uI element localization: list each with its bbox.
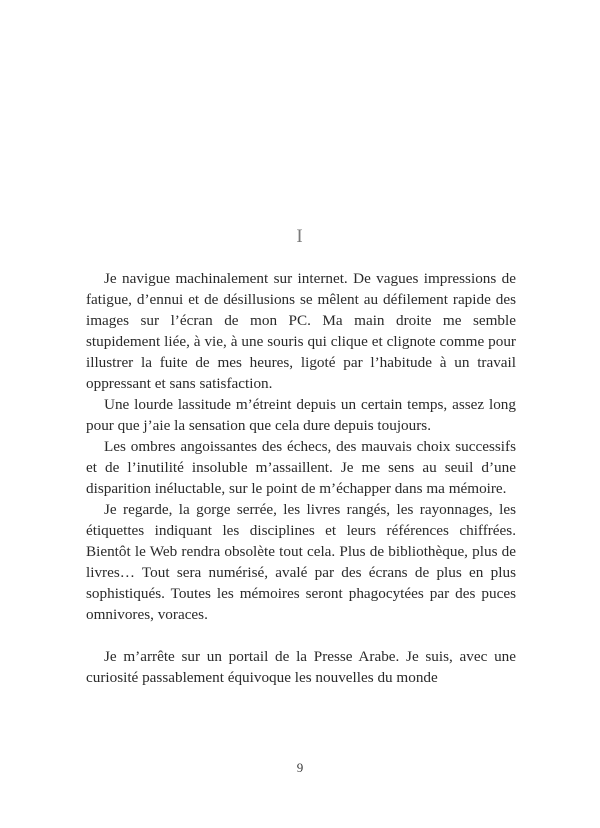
paragraph: Je regarde, la gorge serrée, les livres rangés, les rayonnages, les étiquettes indiquant les disciplines et leurs références chiffrées. Bientôt le Web rendra obsolète tout cela. Plus de bibliothèque, plus de livres… Tout sera numérisé, avalé par des écrans de plus en plus sophistiqués. Toutes les mémoires seront phagocytées par des puces omnivores, voraces. xyxy=(86,501,516,623)
page-number: 9 xyxy=(296,760,304,775)
paragraph: Les ombres angoissantes des échecs, des mauvais choix successifs et de l’inutilité insoluble m’assaillent. Je me sens au seuil d’une disparition inéluctable, sur le point de m’échapper dans ma mémoire. xyxy=(86,438,516,497)
chapter-number: I xyxy=(296,226,304,247)
paragraph: Je navigue machinalement sur internet. De vagues impressions de fatigue, d’ennui et de désillusions se mêlent au défilement rapide des images sur l’écran de mon PC. Ma main droite me semble stupidement liée, à vie, à une souris qui clique et clignote comme pour illustrer la fuite de mes heures, ligoté par l’habitude à un travail oppressant et sans satisfaction. xyxy=(86,270,516,392)
paragraph: Une lourde lassitude m’étreint depuis un certain temps, assez long pour que j’aie la sensation que cela dure depuis toujours. xyxy=(86,396,516,434)
paragraph: Je m’arrête sur un portail de la Presse Arabe. Je suis, avec une curiosité passablement équivoque les nouvelles du monde xyxy=(86,648,516,686)
chapter-body xyxy=(86,268,516,688)
